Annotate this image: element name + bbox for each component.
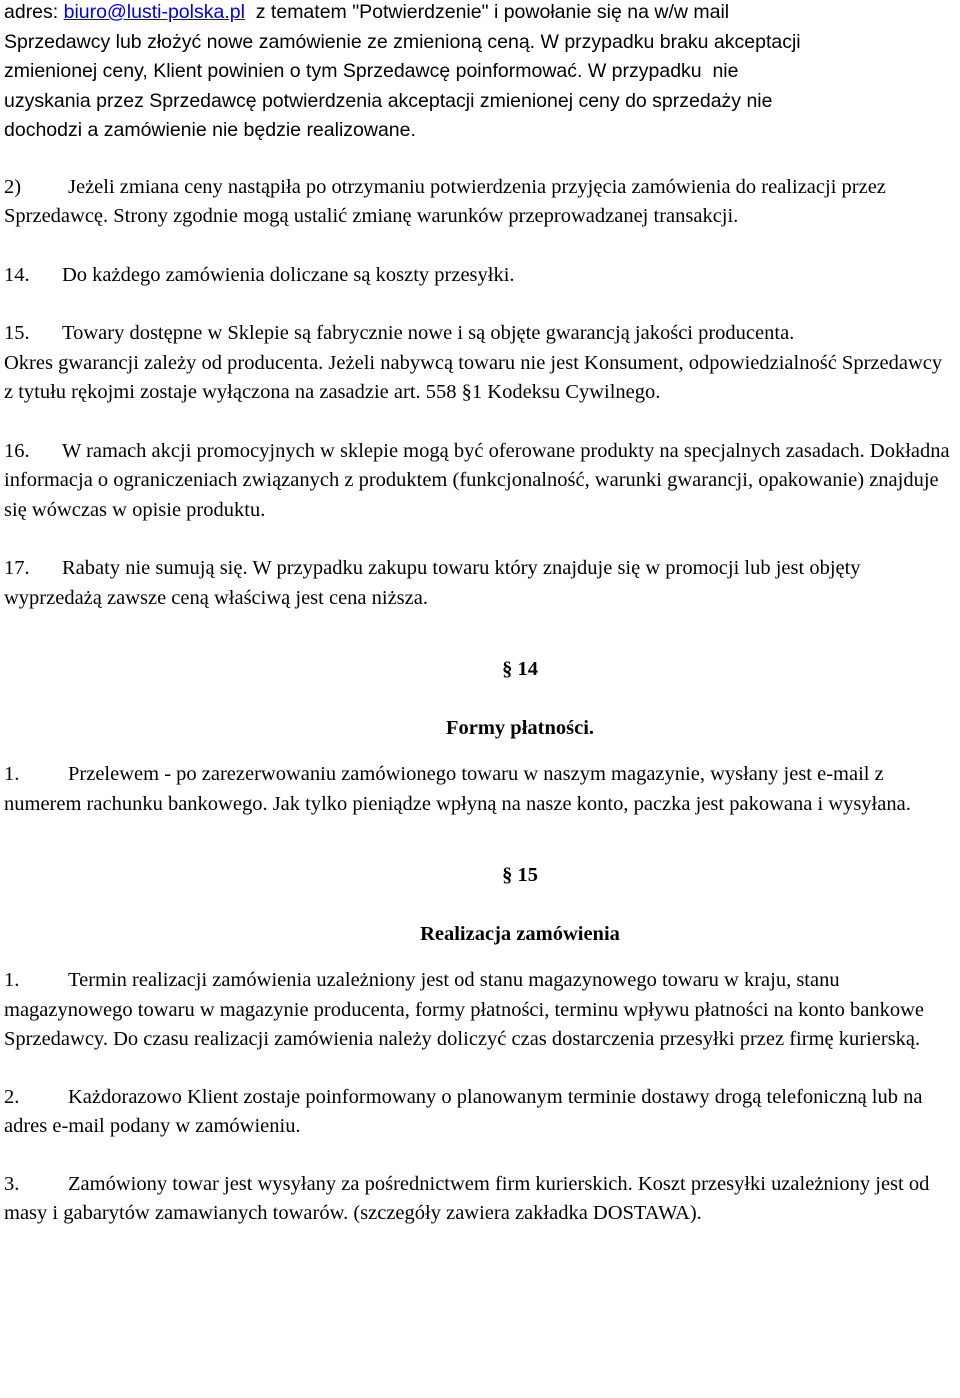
section-14-item-1: [4, 760, 956, 819]
section-15-sign: [4, 861, 956, 891]
item-16-text: W ramach akcji promocyjnych w sklepie mogą być oferowane produkty na specjalnych zasadach. Dokładna informacja o ograniczeniach związanych z produktem (funkcjonalność, warunki gwarancji, opakowanie) znajduje się wówczas w opisie produktu.: [4, 439, 950, 521]
section-15-item-3-text: Zamówiony towar jest wysyłany za pośrednictwem firm kurierskich. Koszt przesyłki uzależniony jest od masy i gabarytów zamawianych towarów. (szczegóły zawiera zakładka DOSTAWA).: [4, 1172, 930, 1224]
section-14-item-1-number: 1.: [4, 763, 20, 785]
point-2-text: Jeżeli zmiana ceny nastąpiła po otrzymaniu potwierdzenia przyjęcia zamówienia do realizacji przez Sprzedawcę. Strony zgodnie mogą ustalić zmianę warunków przeprowadzanej transakcji.: [4, 175, 886, 227]
intro-line-3: zmienionej ceny, Klient powinien o tym Sprzedawcę poinformować. W przypadku nie: [4, 60, 739, 82]
item-15-text: Towary dostępne w Sklepie są fabrycznie nowe i są objęte gwarancją jakości producenta.: [62, 322, 795, 344]
intro-line-4: uzyskania przez Sprzedawcę potwierdzenia akceptacji zmienionej ceny do sprzedaży nie: [4, 89, 773, 112]
point-2-number: 2): [4, 175, 22, 198]
section-15-item-1-text: Termin realizacji zamówienia uzależniony jest od stanu magazynowego towaru w kraju, stanu magazynowego towaru w magazynie producenta, formy płatności, terminu wpływu płatności na konto bankowe Sprzedawcy. Do czasu realizacji zamówienia należy doliczyć czas dostarczenia przesyłki przez firmę kurierską.: [4, 969, 924, 1050]
item-14-text: Do każdego zamówienia doliczane są koszty przesyłki.: [62, 263, 515, 286]
item-17: [4, 554, 956, 613]
item-15-continuation: Okres gwarancji zależy od producenta. Jeżeli nabywcą towaru nie jest Konsument, odpowiedzialność Sprzedawcy z tytułu rękojmi zostaje wyłączona na zasadzie art. 558 §1 Kodeksu Cywilnego.: [4, 351, 943, 403]
email-link[interactable]: biuro@lusti-polska.pl: [63, 1, 245, 23]
intro-line-1-rest: z tematem "Potwierdzenie" i powołanie się na w/w mail: [244, 1, 730, 23]
item-16-number: 16.: [4, 439, 30, 462]
item-14-number: 14.: [4, 263, 30, 286]
section-14-title: Formy płatności.: [445, 716, 595, 739]
section-15-item-3-number: 3.: [4, 1172, 20, 1195]
item-16: [4, 437, 956, 526]
intro-line-2: Sprzedawcy lub złożyć nowe zamówienie ze zmienioną ceną. W przypadku braku akceptacji: [4, 30, 801, 53]
item-15-number: 15.: [4, 322, 30, 344]
item-17-number: 17.: [4, 557, 30, 579]
section-15-item-1: [4, 966, 956, 1055]
section-15-title: Realizacja zamówienia: [420, 922, 620, 945]
section-15-item-2-number: 2.: [4, 1085, 20, 1108]
intro-line-1: [4, 0, 956, 28]
intro-prefix: adres:: [4, 1, 64, 23]
intro-line-5: dochodzi a zamówienie nie będzie realizowane.: [4, 119, 416, 141]
section-14-item-1-text: Przelewem - po zarezerwowaniu zamówionego towaru w naszym magazynie, wysłany jest e-mail z numerem rachunku bankowego. Jak tylko pieniądze wpłyną na nasze konto, paczka jest pakowana i wysyłana.: [4, 763, 911, 815]
section-15-item-2-text: Każdorazowo Klient zostaje poinformowany o planowanym terminie dostawy drogą telefoniczną lub na adres e-mail podany w zamówieniu.: [4, 1085, 923, 1137]
item-14: [4, 261, 956, 291]
section-15-item-2: [4, 1083, 956, 1142]
item-15: [4, 319, 956, 349]
section-15-item-1-number: 1.: [4, 969, 20, 991]
point-2: [4, 173, 956, 232]
section-14-number: § 14: [502, 658, 538, 680]
intro-paragraph: [4, 0, 956, 146]
section-15-number: § 15: [502, 864, 538, 886]
section-15-item-3: [4, 1170, 956, 1229]
item-17-text: Rabaty nie sumują się. W przypadku zakupu towaru który znajduje się w promocji lub jest objęty wyprzedażą zawsze ceną właściwą jest cena niższa.: [4, 557, 861, 609]
section-14-sign: [4, 655, 956, 685]
